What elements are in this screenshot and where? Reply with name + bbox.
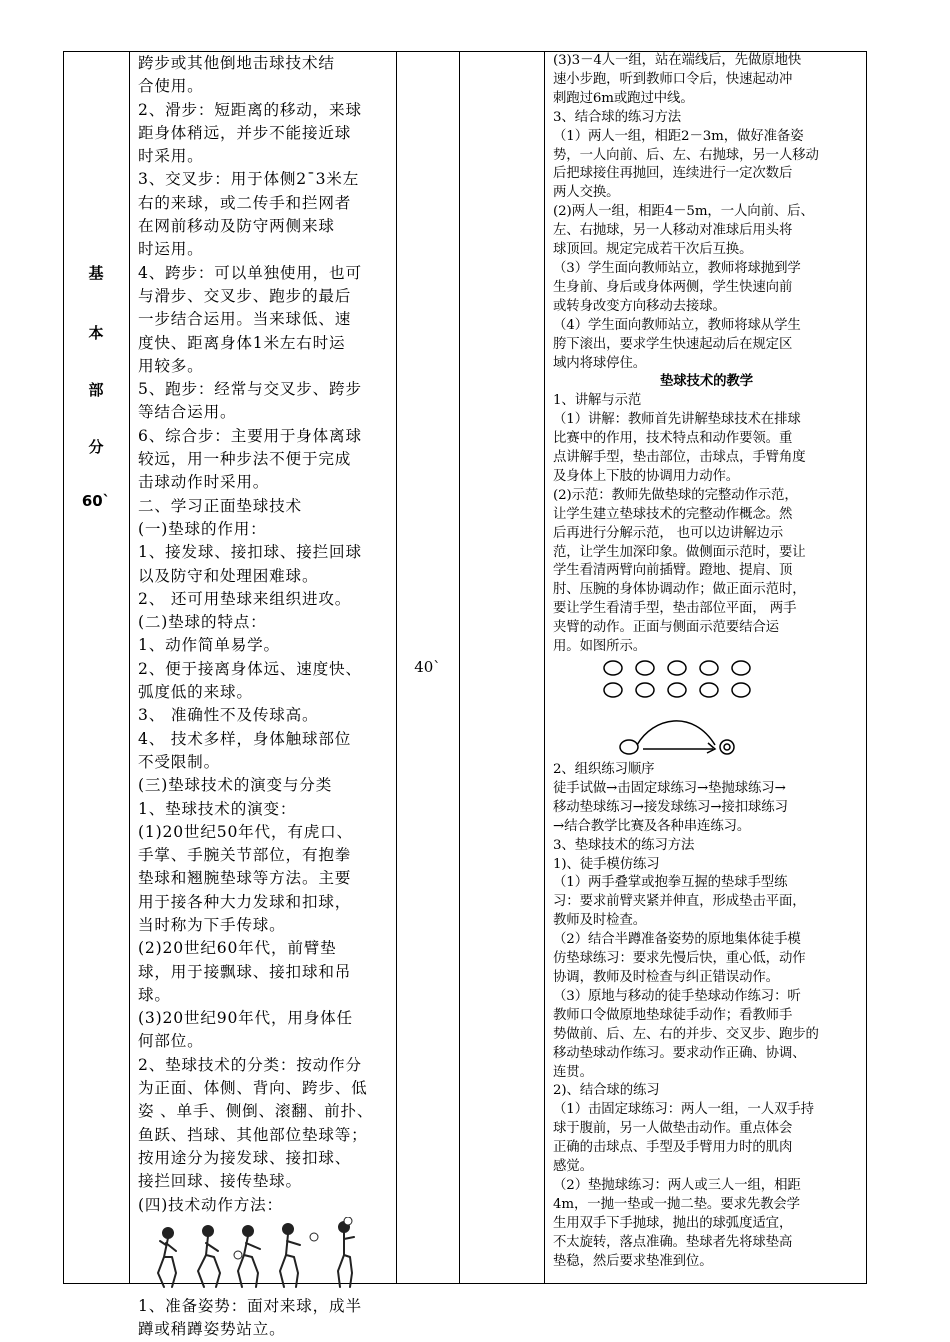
content-line: 右的来球，或二传手和拦网者 xyxy=(138,193,352,212)
content-line: 等结合运用。 xyxy=(138,403,237,422)
method-line: 4m，一抛一垫或一抛二垫。要求先教会学 xyxy=(553,1196,800,1212)
method-line: 势做前、后、左、右的并步、交叉步、跑步的 xyxy=(553,1026,819,1042)
method-heading: 垫球技术的教学 xyxy=(659,374,754,390)
method-line: （2）垫抛球练习：两人或三人一组，相距 xyxy=(553,1177,801,1193)
method-line: 正确的击球点、手型及手臂用力时的肌肉 xyxy=(553,1140,793,1156)
method-line: (3)3－4人一组，站在端线后，先做原地快 xyxy=(553,53,802,68)
content-line: 手掌、手腕关节部位，有抱拳 xyxy=(138,846,352,865)
content-line: 较远，用一种步法不便于完成 xyxy=(138,450,352,469)
content-line: (三)垫球技术的演变与分类 xyxy=(138,776,333,795)
column-divider xyxy=(459,51,460,1284)
content-line: 6、综合步：主要用于身体离球 xyxy=(138,426,362,445)
content-line: 2、便于接离身体远、速度快、 xyxy=(138,659,362,678)
content-line: 时运用。 xyxy=(138,240,204,259)
content-line: 以及防守和处理困难球。 xyxy=(138,566,319,585)
content-line: (3)20世纪90年代，用身体任 xyxy=(138,1009,353,1028)
method-line: 势，一人向前、后、左、右抛球，另一人移动 xyxy=(553,147,819,163)
content-line: 4、跨步：可以单独使用，也可 xyxy=(138,263,362,282)
student-row-2 xyxy=(604,683,750,697)
demonstration-figures xyxy=(138,1217,396,1295)
method-line: （3）原地与移动的徒手垫球动作练习：听 xyxy=(553,988,801,1004)
method-line: 让学生建立垫球技术的完整动作概念。然 xyxy=(553,506,793,522)
method-line: 刺跑过6m或跑过中线。 xyxy=(553,90,694,106)
method-line: 移动垫球练习→接发球练习→接扣球练习 xyxy=(553,799,788,815)
method-line: （1）两手叠掌或抱拳互握的垫球手型练 xyxy=(553,875,788,891)
method-line: 习：要求前臂夹紧并伸直，形成垫击平面， xyxy=(553,894,806,910)
method-line: 学生看清两臂向前插臂。蹬地、提肩、顶 xyxy=(553,563,793,579)
content-line: 2、垫球技术的分类：按动作分 xyxy=(138,1055,362,1074)
content-text-continued xyxy=(138,1295,396,1342)
method-line: 1、讲解与示范 xyxy=(553,393,642,409)
method-line: 范，让学生加深印象。做侧面示范时，要让 xyxy=(553,544,806,560)
content-line: 垫球和翘腕垫球等方法。主要 xyxy=(138,869,352,888)
column-divider xyxy=(544,51,545,1284)
method-line: 3、结合球的练习方法 xyxy=(553,109,682,125)
content-line: (1)20世纪50年代，有虎口、 xyxy=(138,822,353,841)
content-line: 1、准备姿势：面对来球，成半 xyxy=(138,1296,362,1315)
content-line: 二、学习正面垫球技术 xyxy=(138,496,302,515)
method-line: 徒手试做→击固定球练习→垫抛球练习→ xyxy=(553,780,786,796)
content-line: 击球动作时采用。 xyxy=(138,473,270,492)
method-line: →结合教学比赛及各种串连练习。 xyxy=(553,818,751,834)
method-line: 2、组织练习顺序 xyxy=(553,762,655,777)
content-line: 何部位。 xyxy=(138,1032,204,1051)
method-line: 比赛中的作用，技术特点和动作要领。重 xyxy=(553,431,793,447)
content-line: 5、跑步：经常与交叉步、跨步 xyxy=(138,380,362,399)
method-line: （2）结合半蹲准备姿势的原地集体徒手模 xyxy=(553,932,801,948)
content-line: 4、 技术多样，身体触球部位 xyxy=(138,729,352,748)
content-line: 2、 还可用垫球来组织进攻。 xyxy=(138,589,352,608)
method-line: 要让学生看清手型，垫击部位平面， 两手 xyxy=(553,601,797,617)
method-line: （1）讲解：教师首先讲解垫球技术在排球 xyxy=(553,412,801,428)
method-line: 夹臂的动作。正面与侧面示范要结合运 xyxy=(553,620,779,636)
method-text xyxy=(553,392,860,657)
content-line: (2)20世纪60年代，前臂垫 xyxy=(138,939,337,958)
method-line: 1)、徒手模仿练习 xyxy=(553,856,660,872)
method-line: 球顶回。规定完成若干次后互换。 xyxy=(553,242,753,258)
method-line: 生用双手下手抛球，抛出的球弧度适宜， xyxy=(553,1215,793,1231)
content-line: 时采用。 xyxy=(138,147,204,166)
method-line: 两人交换。 xyxy=(553,185,620,201)
content-line: 鱼跃、挡球、其他部位垫球等； xyxy=(138,1125,368,1144)
content-text xyxy=(138,52,396,1217)
student-row-1 xyxy=(604,661,750,675)
method-column xyxy=(553,52,860,1271)
content-line: 3、 准确性不及传球高。 xyxy=(138,706,319,725)
content-line: (二)垫球的特点： xyxy=(138,613,267,632)
content-line: 跨步或其他倒地击球技术结 xyxy=(138,54,335,72)
method-line: 移动垫球动作练习。要求动作正确、协调、 xyxy=(553,1045,806,1061)
content-column xyxy=(138,52,396,1341)
method-line: 后再进行分解示范， 也可以边讲解边示 xyxy=(553,525,784,541)
method-line: （3）学生面向教师站立，教师将球抛到学 xyxy=(553,260,801,276)
content-line: 2、滑步：短距离的移动，来球 xyxy=(138,100,362,119)
method-line: 肘、压腕的身体协调动作；做正面示范时， xyxy=(553,582,806,598)
content-line: 合使用。 xyxy=(138,77,204,96)
method-line: 后把球接住再抛回，连续进行一定次数后 xyxy=(553,166,793,182)
content-line: 按用途分为接发球、接扣球、 xyxy=(138,1148,352,1167)
content-line: 在网前移动及防守两侧来球 xyxy=(138,217,335,236)
column-divider xyxy=(129,51,130,1284)
content-line: 1、垫球技术的演变： xyxy=(138,799,297,818)
method-line: （1）击固定球练习：两人一组，一人双手持 xyxy=(553,1102,814,1118)
content-line: 弧度低的来球。 xyxy=(138,683,253,702)
section-label-char: 部 xyxy=(88,381,104,399)
content-line: 度快、距离身体1米左右时运 xyxy=(138,333,346,352)
method-text xyxy=(553,761,860,1271)
content-line: 不受限制。 xyxy=(138,752,220,771)
content-line: 蹲或稍蹲姿势站立。 xyxy=(138,1320,286,1339)
content-line: (一)垫球的作用： xyxy=(138,519,267,538)
method-line: 或转身改变方向移动去接球。 xyxy=(553,298,726,314)
method-line: 感觉。 xyxy=(553,1159,593,1175)
content-line: 用较多。 xyxy=(138,356,204,375)
method-line: (2)示范：教师先做垫球的完整动作示范， xyxy=(553,487,798,503)
content-line: 球，用于接飘球、接扣球和吊 xyxy=(138,962,352,981)
content-line: 与滑步、交叉步、跑步的最后 xyxy=(138,286,352,305)
section-label-char: 基 xyxy=(88,264,104,282)
method-line: 域内将球停住。 xyxy=(553,355,647,371)
content-line: 当时称为下手传球。 xyxy=(138,915,286,934)
method-text xyxy=(553,52,860,373)
content-line: 用于接各种大力发球和扣球， xyxy=(138,892,352,911)
content-line: 1、动作简单易学。 xyxy=(138,636,280,655)
method-line: 3、垫球技术的练习方法 xyxy=(553,837,695,853)
formation-diagram xyxy=(553,657,860,761)
duration: 40` xyxy=(414,658,441,676)
table-border-right xyxy=(866,51,867,1284)
method-line: 球于腹前，另一人做垫击动作。重点体会 xyxy=(553,1121,793,1137)
method-line: 及身体上下肢的协调用力动作。 xyxy=(553,468,740,484)
method-line: 协调，教师及时检查与纠正错误动作。 xyxy=(553,969,779,985)
method-line: (2)两人一组，相距4－5m，一人向前、后、 xyxy=(553,204,814,220)
content-line: 3、交叉步：用于体侧2ˉ3米左 xyxy=(138,170,360,189)
content-line: 1、接发球、接扣球、接拦回球 xyxy=(138,543,362,562)
method-line: 教师口令做原地垫球徒手动作；看教师手 xyxy=(553,1007,793,1023)
content-line: 球。 xyxy=(138,985,171,1004)
method-line: 教师及时检查。 xyxy=(553,913,647,929)
section-label-char: 本 xyxy=(88,324,104,342)
method-line: （1）两人一组，相距2－3m，做好准备姿 xyxy=(553,128,804,144)
content-line: (四)技术动作方法： xyxy=(138,1195,283,1214)
method-line: 点讲解手型，垫击部位，击球点，手臂角度 xyxy=(553,450,806,466)
formation-diagram-svg xyxy=(553,657,860,761)
method-line: 用。如图所示。 xyxy=(553,639,647,655)
content-line: 一步结合运用。当来球低、速 xyxy=(138,310,352,329)
section-time: 60` xyxy=(81,492,111,510)
section-label-char: 分 xyxy=(88,438,104,456)
content-line: 接拦回球、接传垫球。 xyxy=(138,1172,302,1191)
method-line: 速小步跑，听到教师口令后，快速起动冲 xyxy=(553,71,793,87)
method-line: 2)、结合球的练习 xyxy=(553,1083,660,1099)
method-line: （4）学生面向教师站立，教师将球从学生 xyxy=(553,317,801,333)
content-line: 为正面、体侧、背向、跨步、低 xyxy=(138,1079,368,1098)
table-border-left xyxy=(63,51,64,1284)
method-line: 生身前、身后或身体两侧，学生快速向前 xyxy=(553,279,793,295)
method-line: 不太旋转，落点准确。垫球者先将球垫高 xyxy=(553,1234,793,1250)
content-line: 距身体稍远，并步不能接近球 xyxy=(138,123,352,142)
method-line: 垫稳，然后要求垫准到位。 xyxy=(553,1253,713,1269)
content-line: 姿 、单手、侧倒、滚翻、前扑、 xyxy=(138,1102,374,1121)
method-line: 左、右抛球，另一人移动对准球后用头将 xyxy=(553,223,793,239)
method-line: 胯下滚出，要求学生快速起动后在规定区 xyxy=(553,336,793,352)
volleyball-players-illustration xyxy=(138,1217,396,1295)
method-line: 仿垫球练习：要求先慢后快，重心低，动作 xyxy=(553,951,806,967)
method-line: 连贯。 xyxy=(553,1064,593,1080)
